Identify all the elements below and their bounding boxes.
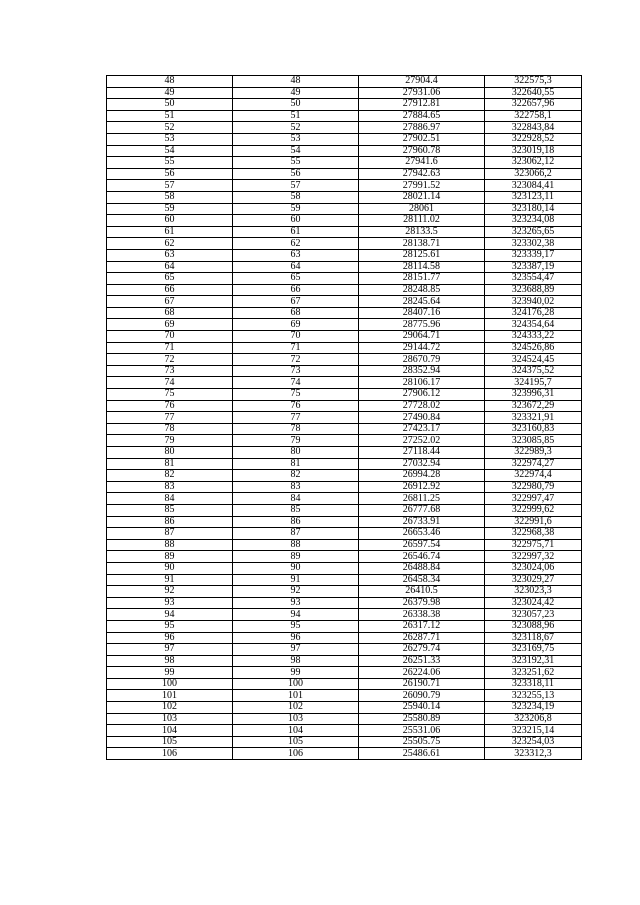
value-a-cell: 26488.84 (359, 562, 485, 574)
index-cell: 55 (233, 157, 359, 169)
value-b-cell: 323254,03 (485, 736, 582, 748)
value-a-cell: 28670.79 (359, 354, 485, 366)
value-a-cell: 27931.06 (359, 87, 485, 99)
data-table (106, 75, 582, 760)
row-number-cell: 50 (107, 99, 233, 111)
table-row (107, 713, 582, 725)
row-number-cell: 71 (107, 342, 233, 354)
value-b-cell: 323192,31 (485, 655, 582, 667)
value-b-cell: 323062,12 (485, 157, 582, 169)
row-number-cell: 84 (107, 493, 233, 505)
table-row (107, 238, 582, 250)
table-row (107, 226, 582, 238)
index-cell: 62 (233, 238, 359, 250)
value-b-cell: 322657,96 (485, 99, 582, 111)
index-cell: 96 (233, 632, 359, 644)
value-b-cell: 323206,8 (485, 713, 582, 725)
value-b-cell: 323234,08 (485, 215, 582, 227)
table-row (107, 655, 582, 667)
table-row (107, 470, 582, 482)
value-b-cell: 323302,38 (485, 238, 582, 250)
value-b-cell: 322758,1 (485, 110, 582, 122)
row-number-cell: 82 (107, 470, 233, 482)
value-b-cell: 323672,29 (485, 400, 582, 412)
row-number-cell: 86 (107, 516, 233, 528)
index-cell: 53 (233, 133, 359, 145)
index-cell: 60 (233, 215, 359, 227)
index-cell: 61 (233, 226, 359, 238)
value-a-cell: 27902.51 (359, 133, 485, 145)
row-number-cell: 68 (107, 307, 233, 319)
table-row (107, 365, 582, 377)
value-b-cell: 323169,75 (485, 644, 582, 656)
value-b-cell: 323084,41 (485, 180, 582, 192)
row-number-cell: 69 (107, 319, 233, 331)
table-row (107, 620, 582, 632)
value-b-cell: 323321,91 (485, 412, 582, 424)
value-a-cell: 26224.06 (359, 667, 485, 679)
row-number-cell: 51 (107, 110, 233, 122)
value-a-cell: 27912.81 (359, 99, 485, 111)
index-cell: 64 (233, 261, 359, 273)
index-cell: 59 (233, 203, 359, 215)
value-a-cell: 25940.14 (359, 702, 485, 714)
value-b-cell: 324195,7 (485, 377, 582, 389)
index-cell: 97 (233, 644, 359, 656)
row-number-cell: 99 (107, 667, 233, 679)
table-row (107, 435, 582, 447)
value-a-cell: 29144.72 (359, 342, 485, 354)
index-cell: 52 (233, 122, 359, 134)
index-cell: 105 (233, 736, 359, 748)
value-a-cell: 27906.12 (359, 389, 485, 401)
value-b-cell: 324333,22 (485, 331, 582, 343)
table-row (107, 145, 582, 157)
value-a-cell: 28407.16 (359, 307, 485, 319)
table-row (107, 586, 582, 598)
table-row (107, 667, 582, 679)
value-a-cell: 26338.38 (359, 609, 485, 621)
value-b-cell: 322975,71 (485, 539, 582, 551)
row-number-cell: 98 (107, 655, 233, 667)
index-cell: 72 (233, 354, 359, 366)
index-cell: 88 (233, 539, 359, 551)
index-cell: 79 (233, 435, 359, 447)
value-b-cell: 323688,89 (485, 284, 582, 296)
table-row (107, 307, 582, 319)
row-number-cell: 53 (107, 133, 233, 145)
row-number-cell: 91 (107, 574, 233, 586)
row-number-cell: 97 (107, 644, 233, 656)
row-number-cell: 88 (107, 539, 233, 551)
table-row (107, 528, 582, 540)
value-b-cell: 322997,47 (485, 493, 582, 505)
row-number-cell: 89 (107, 551, 233, 563)
value-b-cell: 323554,47 (485, 273, 582, 285)
table-body (107, 76, 582, 760)
value-a-cell: 27886.97 (359, 122, 485, 134)
index-cell: 89 (233, 551, 359, 563)
value-b-cell: 323085,85 (485, 435, 582, 447)
value-b-cell: 323234,19 (485, 702, 582, 714)
index-cell: 54 (233, 145, 359, 157)
index-cell: 95 (233, 620, 359, 632)
table-row (107, 551, 582, 563)
index-cell: 83 (233, 481, 359, 493)
row-number-cell: 55 (107, 157, 233, 169)
value-b-cell: 324526,86 (485, 342, 582, 354)
table-row (107, 690, 582, 702)
value-a-cell: 27032.94 (359, 458, 485, 470)
index-cell: 71 (233, 342, 359, 354)
index-cell: 90 (233, 562, 359, 574)
value-b-cell: 324354,64 (485, 319, 582, 331)
value-a-cell: 28151.77 (359, 273, 485, 285)
row-number-cell: 87 (107, 528, 233, 540)
table-row (107, 400, 582, 412)
table-row (107, 377, 582, 389)
index-cell: 50 (233, 99, 359, 111)
row-number-cell: 79 (107, 435, 233, 447)
index-cell: 98 (233, 655, 359, 667)
table-row (107, 458, 582, 470)
value-a-cell: 26317.12 (359, 620, 485, 632)
row-number-cell: 63 (107, 249, 233, 261)
row-number-cell: 106 (107, 748, 233, 760)
row-number-cell: 52 (107, 122, 233, 134)
table-row (107, 99, 582, 111)
table-row (107, 632, 582, 644)
index-cell: 76 (233, 400, 359, 412)
table-row (107, 748, 582, 760)
index-cell: 66 (233, 284, 359, 296)
value-b-cell: 323123,11 (485, 191, 582, 203)
index-cell: 73 (233, 365, 359, 377)
value-a-cell: 28125.61 (359, 249, 485, 261)
value-b-cell: 323996,31 (485, 389, 582, 401)
value-b-cell: 323339,17 (485, 249, 582, 261)
index-cell: 106 (233, 748, 359, 760)
table-row (107, 180, 582, 192)
value-b-cell: 324375,52 (485, 365, 582, 377)
index-cell: 58 (233, 191, 359, 203)
table-row (107, 342, 582, 354)
row-number-cell: 58 (107, 191, 233, 203)
index-cell: 82 (233, 470, 359, 482)
row-number-cell: 65 (107, 273, 233, 285)
value-b-cell: 322575,3 (485, 76, 582, 88)
table-row (107, 273, 582, 285)
value-a-cell: 26090.79 (359, 690, 485, 702)
value-b-cell: 323940,02 (485, 296, 582, 308)
value-a-cell: 28021.14 (359, 191, 485, 203)
value-a-cell: 27991.52 (359, 180, 485, 192)
value-a-cell: 25531.06 (359, 725, 485, 737)
value-b-cell: 322974,27 (485, 458, 582, 470)
value-b-cell: 323118,67 (485, 632, 582, 644)
table-row (107, 574, 582, 586)
value-a-cell: 26251.33 (359, 655, 485, 667)
table-row (107, 539, 582, 551)
value-b-cell: 322997,32 (485, 551, 582, 563)
index-cell: 84 (233, 493, 359, 505)
table-row (107, 354, 582, 366)
index-cell: 68 (233, 307, 359, 319)
value-b-cell: 322980,79 (485, 481, 582, 493)
value-a-cell: 26458.34 (359, 574, 485, 586)
row-number-cell: 103 (107, 713, 233, 725)
value-b-cell: 323023,3 (485, 586, 582, 598)
value-a-cell: 26190.71 (359, 678, 485, 690)
row-number-cell: 95 (107, 620, 233, 632)
row-number-cell: 74 (107, 377, 233, 389)
table-row (107, 215, 582, 227)
table-row (107, 389, 582, 401)
index-cell: 51 (233, 110, 359, 122)
table-row (107, 736, 582, 748)
index-cell: 87 (233, 528, 359, 540)
value-a-cell: 26279.74 (359, 644, 485, 656)
row-number-cell: 60 (107, 215, 233, 227)
row-number-cell: 77 (107, 412, 233, 424)
index-cell: 57 (233, 180, 359, 192)
value-a-cell: 26811.25 (359, 493, 485, 505)
value-b-cell: 323024,42 (485, 597, 582, 609)
row-number-cell: 67 (107, 296, 233, 308)
value-a-cell: 26546.74 (359, 551, 485, 563)
row-number-cell: 76 (107, 400, 233, 412)
row-number-cell: 59 (107, 203, 233, 215)
table-row (107, 678, 582, 690)
value-a-cell: 28248.85 (359, 284, 485, 296)
table-row (107, 516, 582, 528)
table-row (107, 493, 582, 505)
table-row (107, 447, 582, 459)
value-a-cell: 26733.91 (359, 516, 485, 528)
row-number-cell: 96 (107, 632, 233, 644)
value-b-cell: 323251,62 (485, 667, 582, 679)
index-cell: 101 (233, 690, 359, 702)
value-a-cell: 28352.94 (359, 365, 485, 377)
row-number-cell: 48 (107, 76, 233, 88)
table-row (107, 597, 582, 609)
table-row (107, 249, 582, 261)
index-cell: 74 (233, 377, 359, 389)
value-a-cell: 26994.28 (359, 470, 485, 482)
row-number-cell: 104 (107, 725, 233, 737)
value-a-cell: 27942.63 (359, 168, 485, 180)
row-number-cell: 105 (107, 736, 233, 748)
row-number-cell: 100 (107, 678, 233, 690)
value-b-cell: 322968,38 (485, 528, 582, 540)
value-a-cell: 25505.75 (359, 736, 485, 748)
value-b-cell: 323019,18 (485, 145, 582, 157)
table-row (107, 562, 582, 574)
value-a-cell: 26287.71 (359, 632, 485, 644)
value-b-cell: 323255,13 (485, 690, 582, 702)
row-number-cell: 81 (107, 458, 233, 470)
value-b-cell: 323318,11 (485, 678, 582, 690)
table-row (107, 157, 582, 169)
index-cell: 93 (233, 597, 359, 609)
index-cell: 92 (233, 586, 359, 598)
index-cell: 103 (233, 713, 359, 725)
index-cell: 65 (233, 273, 359, 285)
table-row (107, 133, 582, 145)
value-a-cell: 28245.64 (359, 296, 485, 308)
row-number-cell: 73 (107, 365, 233, 377)
index-cell: 104 (233, 725, 359, 737)
index-cell: 75 (233, 389, 359, 401)
value-a-cell: 27118.44 (359, 447, 485, 459)
value-b-cell: 323160,83 (485, 423, 582, 435)
index-cell: 49 (233, 87, 359, 99)
index-cell: 100 (233, 678, 359, 690)
row-number-cell: 66 (107, 284, 233, 296)
value-b-cell: 323057,23 (485, 609, 582, 621)
table-row (107, 87, 582, 99)
value-a-cell: 26410.5 (359, 586, 485, 598)
row-number-cell: 94 (107, 609, 233, 621)
value-a-cell: 26653.46 (359, 528, 485, 540)
value-b-cell: 322640,55 (485, 87, 582, 99)
row-number-cell: 56 (107, 168, 233, 180)
index-cell: 102 (233, 702, 359, 714)
value-a-cell: 28114.58 (359, 261, 485, 273)
value-b-cell: 324176,28 (485, 307, 582, 319)
table-row (107, 644, 582, 656)
value-b-cell: 323312,3 (485, 748, 582, 760)
value-b-cell: 322843,84 (485, 122, 582, 134)
value-b-cell: 323265,65 (485, 226, 582, 238)
table-row (107, 504, 582, 516)
index-cell: 94 (233, 609, 359, 621)
value-b-cell: 323029,27 (485, 574, 582, 586)
value-b-cell: 323024,06 (485, 562, 582, 574)
value-b-cell: 322991,6 (485, 516, 582, 528)
index-cell: 81 (233, 458, 359, 470)
index-cell: 70 (233, 331, 359, 343)
row-number-cell: 61 (107, 226, 233, 238)
value-b-cell: 323088,96 (485, 620, 582, 632)
table-row (107, 412, 582, 424)
value-a-cell: 28775.96 (359, 319, 485, 331)
value-a-cell: 27904.4 (359, 76, 485, 88)
index-cell: 78 (233, 423, 359, 435)
index-cell: 69 (233, 319, 359, 331)
value-a-cell: 28133.5 (359, 226, 485, 238)
table-row (107, 423, 582, 435)
value-a-cell: 27728.02 (359, 400, 485, 412)
value-b-cell: 323066,2 (485, 168, 582, 180)
value-a-cell: 27423.17 (359, 423, 485, 435)
value-b-cell: 322999,62 (485, 504, 582, 516)
value-a-cell: 28106.17 (359, 377, 485, 389)
value-a-cell: 26912.92 (359, 481, 485, 493)
row-number-cell: 75 (107, 389, 233, 401)
value-b-cell: 323180,14 (485, 203, 582, 215)
table-row (107, 261, 582, 273)
value-a-cell: 26597.54 (359, 539, 485, 551)
table-row (107, 168, 582, 180)
table-row (107, 191, 582, 203)
index-cell: 48 (233, 76, 359, 88)
row-number-cell: 90 (107, 562, 233, 574)
row-number-cell: 54 (107, 145, 233, 157)
table-row (107, 110, 582, 122)
table-row (107, 319, 582, 331)
table-row (107, 296, 582, 308)
row-number-cell: 49 (107, 87, 233, 99)
row-number-cell: 85 (107, 504, 233, 516)
row-number-cell: 80 (107, 447, 233, 459)
row-number-cell: 92 (107, 586, 233, 598)
value-b-cell: 323215,14 (485, 725, 582, 737)
table-row (107, 609, 582, 621)
table-row (107, 203, 582, 215)
value-a-cell: 27941.6 (359, 157, 485, 169)
table-row (107, 702, 582, 714)
value-b-cell: 322989,3 (485, 447, 582, 459)
row-number-cell: 78 (107, 423, 233, 435)
row-number-cell: 72 (107, 354, 233, 366)
value-b-cell: 324524,45 (485, 354, 582, 366)
value-a-cell: 26777.68 (359, 504, 485, 516)
value-a-cell: 26379.98 (359, 597, 485, 609)
index-cell: 99 (233, 667, 359, 679)
table-row (107, 725, 582, 737)
value-a-cell: 27960.78 (359, 145, 485, 157)
value-a-cell: 28061 (359, 203, 485, 215)
index-cell: 80 (233, 447, 359, 459)
value-a-cell: 25486.61 (359, 748, 485, 760)
index-cell: 85 (233, 504, 359, 516)
row-number-cell: 93 (107, 597, 233, 609)
value-b-cell: 322928,52 (485, 133, 582, 145)
value-a-cell: 27252.02 (359, 435, 485, 447)
row-number-cell: 101 (107, 690, 233, 702)
index-cell: 63 (233, 249, 359, 261)
value-b-cell: 322974,4 (485, 470, 582, 482)
index-cell: 77 (233, 412, 359, 424)
table-row (107, 331, 582, 343)
table-row (107, 481, 582, 493)
table-row (107, 76, 582, 88)
index-cell: 91 (233, 574, 359, 586)
index-cell: 67 (233, 296, 359, 308)
row-number-cell: 70 (107, 331, 233, 343)
row-number-cell: 64 (107, 261, 233, 273)
table-row (107, 122, 582, 134)
row-number-cell: 62 (107, 238, 233, 250)
value-a-cell: 27884.65 (359, 110, 485, 122)
index-cell: 86 (233, 516, 359, 528)
value-a-cell: 27490.84 (359, 412, 485, 424)
value-a-cell: 29064.71 (359, 331, 485, 343)
value-a-cell: 28111.02 (359, 215, 485, 227)
value-b-cell: 323387,19 (485, 261, 582, 273)
row-number-cell: 57 (107, 180, 233, 192)
value-a-cell: 25580.89 (359, 713, 485, 725)
value-a-cell: 28138.71 (359, 238, 485, 250)
row-number-cell: 83 (107, 481, 233, 493)
index-cell: 56 (233, 168, 359, 180)
table-row (107, 284, 582, 296)
row-number-cell: 102 (107, 702, 233, 714)
